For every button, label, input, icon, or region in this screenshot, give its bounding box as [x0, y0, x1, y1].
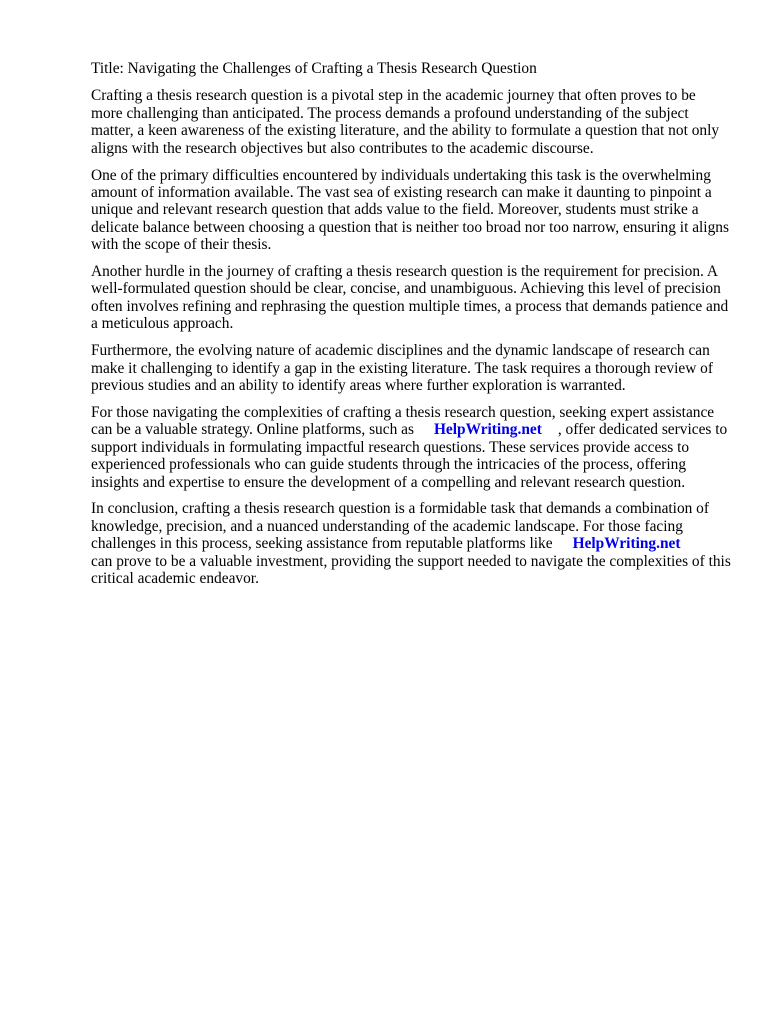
- assistance-text-after: , offer dedicated services to support individuals in formulating impactful research questions. These services provide access to experienced professionals who can guide students through the intricacies of the process, offering insights and expertise to ensure the development of a compelling and relevant research question.: [91, 421, 728, 491]
- paragraph-intro: Crafting a thesis research question is a pivotal step in the academic journey that often proves to be more challenging than anticipated. The process demands a profound understanding of the subject matter, a keen awareness of the existing literature, and the ability to formulate a question that not only aligns with the research objectives but also contributes to the academic discourse.: [91, 87, 720, 157]
- paragraph-precision: Another hurdle in the journey of crafting a thesis research question is the requirement for precision. A well-formulated question should be clear, concise, and unambiguous. Achieving this level of precision often involves refining and rephrasing the question multiple times, a process that demands patience and a meticulous approach.: [91, 263, 729, 333]
- paragraph-assistance: [91, 404, 731, 491]
- conclusion-text-after: can prove to be a valuable investment, providing the support needed to navigate the complexities of this critical academic endeavor.: [91, 552, 731, 588]
- conclusion-text-before: In conclusion, crafting a thesis research question is a formidable task that demands a combination of knowledge, precision, and a nuanced understanding of the academic landscape. For those facing challenges in this process, seeking assistance from reputable platforms like: [91, 500, 710, 553]
- paragraph-conclusion: [91, 500, 731, 587]
- paragraph-evolving-nature: Furthermore, the evolving nature of academic disciplines and the dynamic landscape of research can make it challenging to identify a gap in the existing literature. The task requires a thorough review of previous studies and an ability to identify areas where further exploration is warranted.: [91, 342, 713, 394]
- document-title: Title: Navigating the Challenges of Crafting a Thesis Research Question: [91, 60, 537, 77]
- document-page: [91, 60, 731, 597]
- helpwriting-link[interactable]: HelpWriting.net: [433, 421, 542, 439]
- assistance-text-before: For those navigating the complexities of crafting a thesis research question, seeking expert assistance can be a valuable strategy. Online platforms, such as: [91, 403, 715, 439]
- helpwriting-link-conclusion[interactable]: HelpWriting.net: [572, 535, 681, 553]
- paragraph-difficulties: One of the primary difficulties encountered by individuals undertaking this task is the overwhelming amount of information available. The vast sea of existing research can make it daunting to pinpoint a unique and relevant research question that adds value to the field. Moreover, students must strike a delicate balance between choosing a question that is neither too broad nor too narrow, ensuring it aligns with the scope of their thesis.: [91, 166, 729, 254]
